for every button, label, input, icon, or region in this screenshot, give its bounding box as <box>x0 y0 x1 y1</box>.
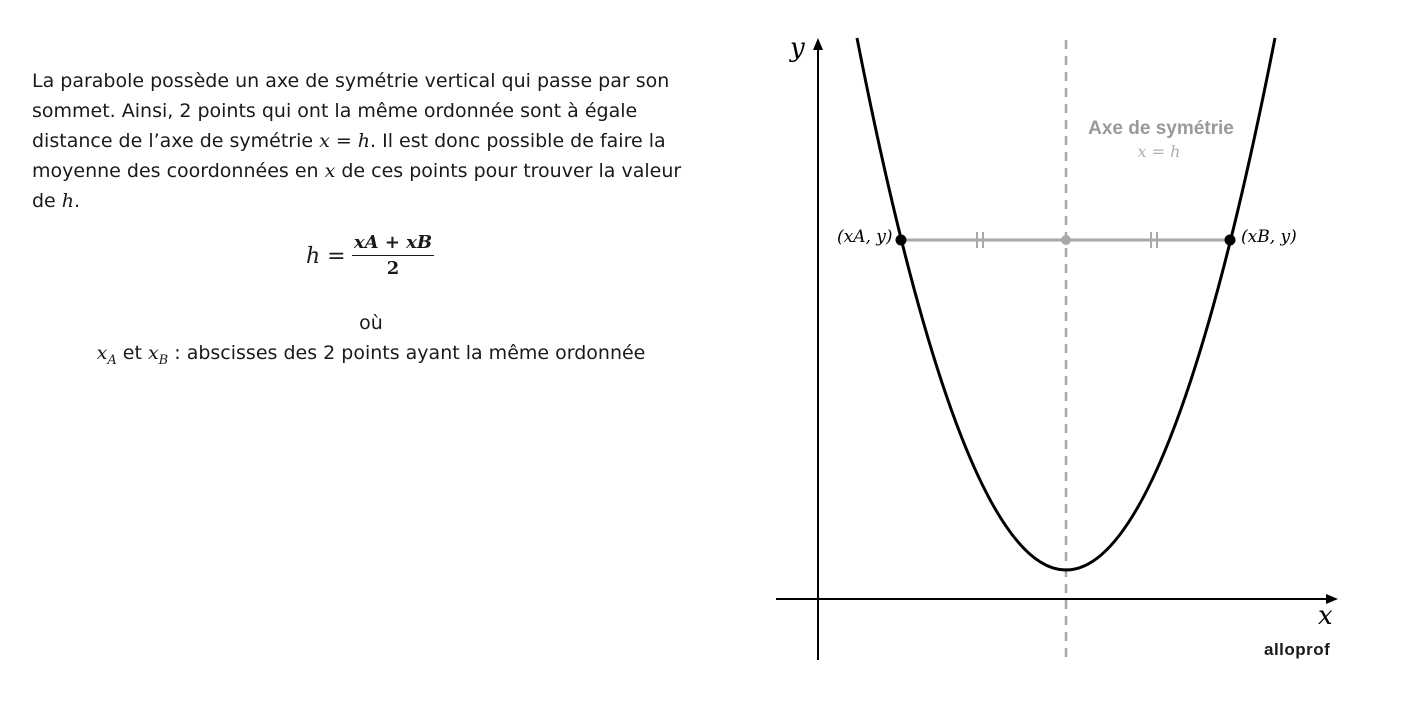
math-expression: h <box>61 190 75 212</box>
legend-et: et <box>116 342 148 364</box>
x-axis-label: x <box>1318 601 1333 631</box>
y-axis-arrow-icon <box>813 38 823 50</box>
formula-denominator: 2 <box>386 258 400 279</box>
legend-description: : abscisses des 2 points ayant la même ordonnée <box>168 342 646 364</box>
where-label: où <box>359 312 383 334</box>
math-xb-sub: B <box>158 352 169 368</box>
math-xa: x <box>96 342 108 364</box>
paragraph-line-2: sommet. Ainsi, 2 points qui ont la même ordonnée sont à égale <box>32 100 638 122</box>
text-part: de ces points pour trouver la valeur <box>335 160 682 182</box>
midpoint-marker <box>1061 235 1071 245</box>
math-expression: x <box>324 160 336 182</box>
text-part: de <box>32 190 62 212</box>
text-part: moyenne des coordonnées en <box>32 160 325 182</box>
alloprof-logo: alloprof <box>1264 640 1331 659</box>
point-b-label: (xB, y) <box>1241 227 1297 247</box>
formula-lhs: h = <box>306 244 346 269</box>
point-a <box>896 235 907 246</box>
math-xb: x <box>147 342 159 364</box>
text-part: distance de l’axe de symétrie <box>32 130 320 152</box>
text-part: . <box>74 190 81 212</box>
paragraph-line-1: La parabole possède un axe de symétrie vertical qui passe par son <box>32 70 670 92</box>
math-expression: x = h <box>319 130 371 152</box>
point-a-label: (xA, y) <box>837 227 893 247</box>
text-part: . Il est donc possible de faire la <box>370 130 666 152</box>
math-xa-sub: A <box>107 352 117 368</box>
axis-of-symmetry-equation: x = h <box>1137 142 1181 161</box>
formula-numerator: xA + xB <box>353 232 433 253</box>
y-axis-label: y <box>790 33 805 63</box>
point-b <box>1225 235 1236 246</box>
axis-of-symmetry-title: Axe de symétrie <box>1088 118 1234 139</box>
